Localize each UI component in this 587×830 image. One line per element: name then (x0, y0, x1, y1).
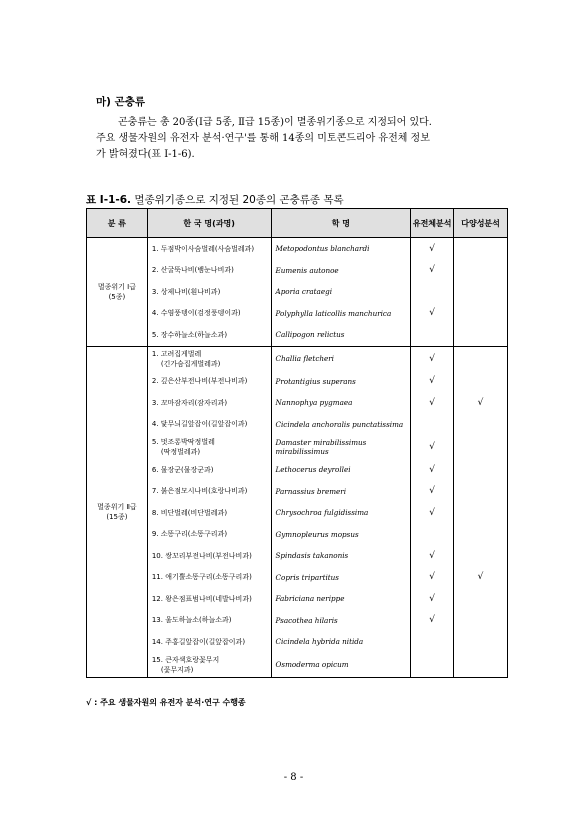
table-row (87, 588, 508, 610)
diversity-check (454, 631, 508, 653)
korean-name-cell (147, 524, 271, 546)
korean-name-cell (147, 281, 271, 303)
korean-name: 3. 상제나비(흰나비과) (151, 287, 221, 296)
genome-check: √ (411, 459, 454, 481)
table-row (87, 324, 508, 346)
scientific-name: Osmoderma opicum (271, 653, 411, 678)
korean-name-cell (147, 435, 271, 459)
header-classification: 분 류 (87, 209, 148, 238)
diversity-check (454, 502, 508, 524)
diversity-check: √ (454, 567, 508, 589)
korean-name-cell (147, 545, 271, 567)
genome-check: √ (411, 610, 454, 632)
table-row (87, 567, 508, 589)
korean-name: 2. 산굴뚝나비(뱀눈나비과) (151, 266, 234, 275)
group-cell (87, 238, 148, 347)
korean-name: 5. 장수하늘소(하늘소과) (151, 330, 228, 339)
table-row (87, 545, 508, 567)
scientific-name: Copris tripartitus (271, 567, 411, 589)
scientific-name: Eumenis autonoe (271, 260, 411, 282)
diversity-check: √ (454, 392, 508, 414)
diversity-check (454, 524, 508, 546)
korean-name: 3. 꼬마잠자리(잠자리과) (151, 398, 228, 407)
genome-check (411, 631, 454, 653)
korean-name: 7. 붉은점모시나비(호랑나비과) (151, 487, 248, 496)
korean-name-cell (147, 567, 271, 589)
korean-family: (긴가슴집게벌레과) (160, 359, 221, 368)
korean-name: 1. 두점박이사슴벌레(사슴벌레과) (151, 244, 255, 253)
header-diversity-analysis: 다양성분석 (454, 209, 508, 238)
table-row (87, 260, 508, 282)
genome-check (411, 653, 454, 678)
genome-check (411, 281, 454, 303)
korean-name-cell (147, 588, 271, 610)
korean-name-cell (147, 502, 271, 524)
korean-name: 1. 고려집게벌레 (151, 349, 202, 358)
diversity-check (454, 545, 508, 567)
table-row (87, 392, 508, 414)
diversity-check (454, 653, 508, 678)
diversity-check (454, 324, 508, 346)
korean-name-cell (147, 610, 271, 632)
table-row (87, 371, 508, 393)
korean-name-cell (147, 459, 271, 481)
korean-name: 11. 애기뿔소똥구리(소똥구리과) (151, 573, 252, 582)
genome-check: √ (411, 371, 454, 393)
genome-check (411, 524, 454, 546)
header-genome-analysis: 유전체분석 (411, 209, 454, 238)
korean-name: 12. 왕은점표범나비(네발나비과) (151, 594, 252, 603)
korean-name-cell (147, 631, 271, 653)
genome-check: √ (411, 481, 454, 503)
table-row (87, 481, 508, 503)
scientific-name: Psacothea hilaris (271, 610, 411, 632)
table-caption (86, 192, 344, 207)
korean-name: 13. 울도하늘소(하늘소과) (151, 616, 232, 625)
korean-name-cell (147, 238, 271, 260)
group-count: (15종) (106, 512, 128, 521)
korean-family: (꽃무지과) (160, 665, 194, 674)
diversity-check (454, 260, 508, 282)
genome-check: √ (411, 303, 454, 325)
table-caption-label: 표 Ⅰ-1-6. (86, 194, 132, 206)
diversity-check (454, 346, 508, 371)
footnote: √ : 주요 생물자원의 유전자 분석·연구 수행종 (86, 698, 246, 707)
scientific-name: Callipogon relictus (271, 324, 411, 346)
scientific-name: Damaster mirabilissimus mirabilissimus (271, 435, 411, 459)
diversity-check (454, 435, 508, 459)
korean-family: (딱정벌레과) (160, 448, 201, 456)
korean-name: 4. 수염풍뎅이(검정풍뎅이과) (151, 309, 241, 318)
scientific-name: Lethocerus deyrollei (271, 459, 411, 481)
diversity-check (454, 588, 508, 610)
korean-name-cell (147, 260, 271, 282)
genome-check: √ (411, 588, 454, 610)
section-heading: 마) 곤충류 (96, 96, 146, 108)
table-row (87, 281, 508, 303)
body-paragraph (96, 115, 502, 163)
paragraph-line: 주요 생물자원의 유전자 분석·연구'를 통해 14종의 미토콘드리아 유전체 정보 (96, 133, 430, 144)
scientific-name: Polyphylla laticollis manchurica (271, 303, 411, 325)
table-row (87, 524, 508, 546)
scientific-name: Spindasis takanonis (271, 545, 411, 567)
table-caption-text: 멸종위기종으로 지정된 20종의 곤충류종 목록 (134, 194, 344, 206)
diversity-check (454, 238, 508, 260)
scientific-name: Nannophya pygmaea (271, 392, 411, 414)
table-body (87, 238, 508, 678)
header-scientific-name: 학 명 (271, 209, 411, 238)
scientific-name: Chrysochroa fulgidissima (271, 502, 411, 524)
korean-name-cell (147, 653, 271, 678)
korean-name-cell (147, 324, 271, 346)
page-number: - 8 - (283, 772, 304, 783)
genome-check: √ (411, 260, 454, 282)
table-row (87, 502, 508, 524)
diversity-check (454, 281, 508, 303)
scientific-name: Aporia crataegi (271, 281, 411, 303)
diversity-check (454, 371, 508, 393)
group-name: 멸종위기 Ⅱ급 (97, 502, 137, 511)
scientific-name: Parnassius bremeri (271, 481, 411, 503)
paragraph-line: 곤충류는 총 20종(Ⅰ급 5종, Ⅱ급 15종)이 멸종위기종으로 지정되어 있다. (118, 117, 432, 128)
korean-name: 14. 주홍길앞잡이(길앞잡이과) (151, 637, 246, 646)
table-header-row (87, 209, 508, 238)
korean-name-cell (147, 346, 271, 371)
scientific-name: Cicindela hybrida nitida (271, 631, 411, 653)
scientific-name: Metopodontus blanchardi (271, 238, 411, 260)
korean-name: 10. 쌍꼬리부전나비(부전나비과) (151, 551, 252, 560)
diversity-check (454, 414, 508, 436)
genome-check: √ (411, 545, 454, 567)
group-name: 멸종위기 Ⅰ급 (97, 282, 136, 291)
species-table (86, 208, 508, 678)
scientific-name: Protantigius superans (271, 371, 411, 393)
table-row (87, 631, 508, 653)
scientific-name: Gymnopleurus mopsus (271, 524, 411, 546)
table-row (87, 414, 508, 436)
korean-name: 15. 큰자색호랑꽃무지 (151, 655, 220, 664)
korean-name: 8. 비단벌레(비단벌레과) (151, 508, 228, 517)
korean-name-cell (147, 303, 271, 325)
diversity-check (454, 303, 508, 325)
genome-check: √ (411, 392, 454, 414)
header-korean-name: 한 국 명(과명) (147, 209, 271, 238)
korean-name-cell (147, 371, 271, 393)
diversity-check (454, 459, 508, 481)
korean-name: 2. 깊은산부전나비(부전나비과) (151, 377, 248, 386)
scientific-name: Fabriciana nerippe (271, 588, 411, 610)
korean-name: 5. 멋조롱박딱정벌레 (151, 438, 215, 446)
scientific-name: Cicindela anchoralis punctatissima (271, 414, 411, 436)
korean-name: 4. 닻무늬길앞잡이(길앞잡이과) (151, 420, 248, 429)
table-row (87, 303, 508, 325)
table-row (87, 459, 508, 481)
genome-check: √ (411, 567, 454, 589)
table-row (87, 610, 508, 632)
genome-check: √ (411, 502, 454, 524)
group-count: (5종) (108, 292, 126, 301)
table-row (87, 238, 508, 260)
korean-name-cell (147, 481, 271, 503)
genome-check: √ (411, 435, 454, 459)
korean-name: 6. 물장군(물장군과) (151, 465, 214, 474)
genome-check (411, 324, 454, 346)
korean-name-cell (147, 392, 271, 414)
table-row (87, 346, 508, 371)
diversity-check (454, 481, 508, 503)
genome-check: √ (411, 346, 454, 371)
paragraph-line: 가 밝혀졌다(표 Ⅰ-1-6). (96, 149, 195, 160)
genome-check (411, 414, 454, 436)
group-cell (87, 346, 148, 677)
scientific-name: Challia fletcheri (271, 346, 411, 371)
korean-name-cell (147, 414, 271, 436)
table-row (87, 653, 508, 678)
genome-check: √ (411, 238, 454, 260)
diversity-check (454, 610, 508, 632)
korean-name: 9. 소똥구리(소똥구리과) (151, 530, 228, 539)
table-row (87, 435, 508, 459)
